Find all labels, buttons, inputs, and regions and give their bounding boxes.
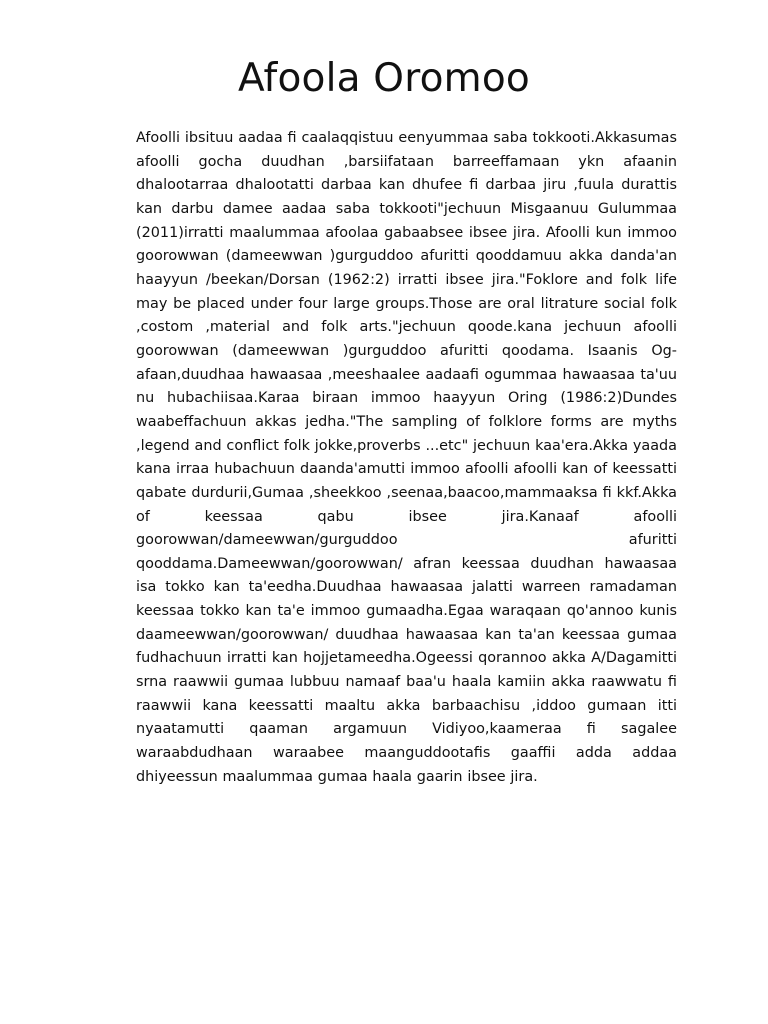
document-title: Afoola Oromoo	[238, 56, 530, 101]
document-body-paragraph: Afoolli ibsituu aadaa fi caalaqqistuu eenyummaa saba tokkooti.Akkasumas afoolli gocha duudhan ,barsiifataan barreeffamaan ykn afaanin dhalootarraa dhalootatti darbaa kan dhufee fi darbaa jiru ,fuula durattis kan darbu damee aadaa saba tokkooti"jechuun Misgaanuu Gulummaa (2011)irratti maalummaa afoolaa gabaabsee ibsee jira. Afoolli kun immoo goorowwan (dameewwan )gurguddoo afuritti qooddamuu akka danda'an haayyun /beekan/Dorsan (1962:2) irratti ibsee jira."Foklore and folk life may be placed under four large groups.Those are oral litrature social folk ,costom ,material and folk arts."jechuun qoode.kana jechuun afoolli goorowwan (dameewwan )gurguddoo afuritti qoodama. Isaanis Og-afaan,duudhaa hawaasaa ,meeshaalee aadaafi ogummaa hawaasaa ta'uu nu hubachiisaa.Karaa biraan immoo haayyun Oring (1986:2)Dundes waabeffachuun akkas jedha."The sampling of folklore forms are myths ,legend and conflict folk jokke,proverbs ...etc" jechuun kaa'era.Akka yaada kana irraa hubachuun daanda'amutti immoo afoolli afoolli kan of keessatti qabate durdurii,Gumaa ,sheekkoo ,seenaa,baacoo,mammaaksa fi kkf.Akka of keessaa qabu ibsee jira.Kanaaf afoolli goorowwan/dameewwan/gurguddoo afuritti qooddama.Dameewwan/goorowwan/ afran keessaa duudhan hawaasaa isa tokko kan ta'eedha.Duudhaa hawaasaa jalatti warreen ramadaman keessaa tokko kan ta'e immoo gumaadha.Egaa waraqaan qo'annoo kunis daameewwan/goorowwan/ duudhaa hawaasaa kan ta'an keessaa gumaa fudhachuun irratti kan hojjetameedha.Ogeessi qorannoo akka A/Dagamitti srna raawwii gumaa lubbuu namaaf baa'u haala kamiin akka raawwatu fi raawwii kana keessatti maaltu akka barbaachisu ,iddoo gumaan itti nyaatamutti qaaman argamuun Vidiyoo,kaameraa fi sagalee waraabdudhaan waraabee maanguddootafis gaaffii adda addaa dhiyeessun maalummaa gumaa haala gaarin ibsee jira.	[136, 130, 677, 785]
